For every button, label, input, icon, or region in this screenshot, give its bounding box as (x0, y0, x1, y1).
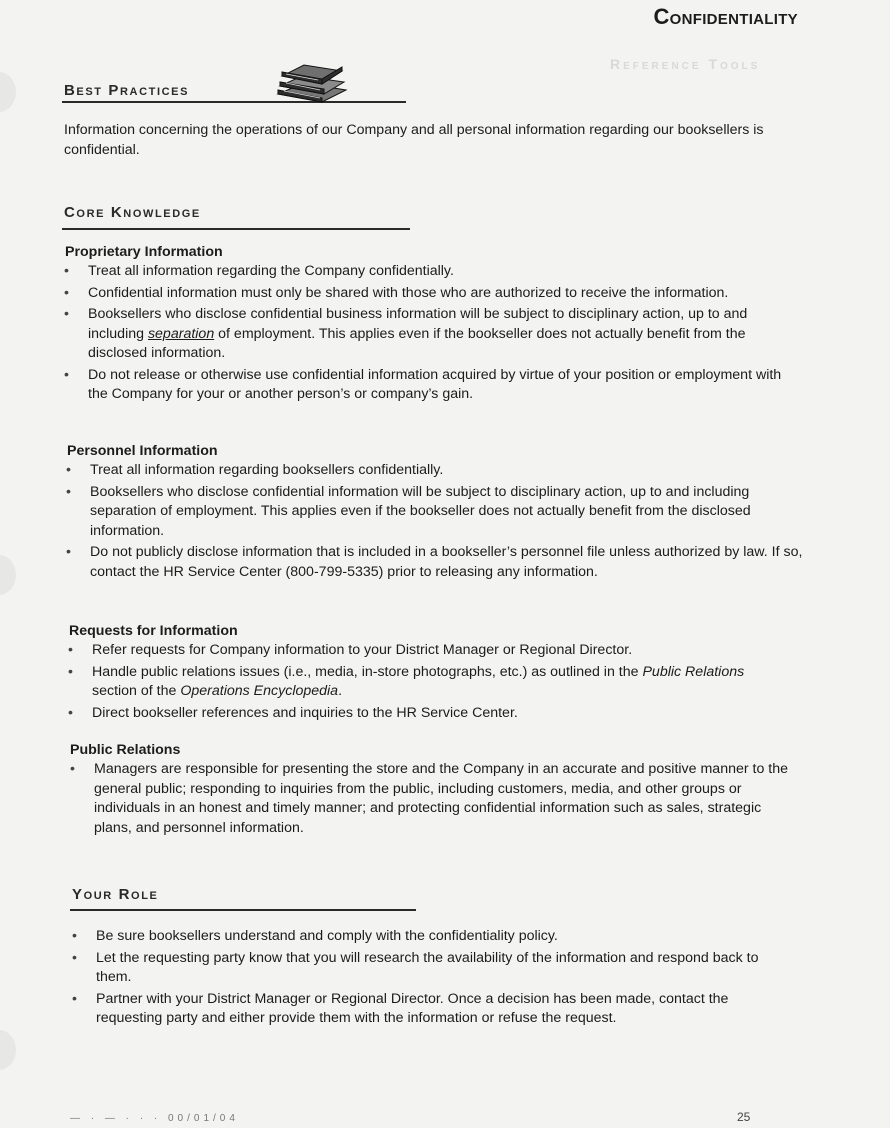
subheading-requests-for-information: Requests for Information (69, 623, 238, 639)
section-heading-best-practices: Best Practices (64, 82, 190, 99)
public-relations-list (70, 760, 800, 840)
section-heading-core-knowledge: Core Knowledge (64, 204, 201, 221)
subheading-proprietary-information: Proprietary Information (65, 244, 223, 260)
your-role-list (72, 927, 788, 1031)
list-item: • Treat all information regarding booksellers confidentially. (66, 461, 804, 481)
personnel-list (66, 461, 804, 584)
section-rule (62, 228, 410, 230)
list-item: • Treat all information regarding the Company confidentially. (64, 262, 784, 282)
punch-hole-top (0, 72, 16, 112)
list-item: • Managers are responsible for presenting the store and the Company in an accurate and positive manner to the general public; responding to inquiries from the public, including customers, media, and other groups or individuals in an honest and timely manner; and protecting confidential information such as sales, strategic plans, and personnel information. (70, 760, 800, 838)
punch-hole-middle (0, 555, 16, 595)
section-heading-your-role: Your Role (72, 886, 159, 903)
section-rule (62, 101, 406, 103)
list-item: • Handle public relations issues (i.e., media, in-store photographs, etc.) as outlined in the Public Relations section of the Operations Encyclopedia. (68, 663, 768, 702)
footer-text: — · — · · · 00/01/04 (70, 1113, 239, 1124)
list-item: • Do not release or otherwise use confidential information acquired by virtue of your position or employment with the Company for your or another person’s or company’s gain. (64, 366, 784, 405)
page-title: Confidentiality (653, 4, 798, 29)
list-item: • Be sure booksellers understand and comply with the confidentiality policy. (72, 927, 788, 947)
list-item: • Booksellers who disclose confidential information will be subject to disciplinary action, up to and including separation of employment. This applies even if the bookseller does not actually benefit from the disclosed information. (66, 483, 804, 542)
stack-of-books-icon (270, 56, 350, 106)
best-practices-text: Information concerning the operations of our Company and all personal information regarding our booksellers is confidential. (64, 122, 764, 158)
list-item: • Partner with your District Manager or Regional Director. Once a decision has been made, contact the requesting party and either provide them with the information or refuse the request. (72, 990, 788, 1029)
subheading-personnel-information: Personnel Information (67, 443, 218, 459)
proprietary-list (64, 262, 784, 407)
section-rule (70, 909, 416, 911)
list-item: • Direct bookseller references and inquiries to the HR Service Center. (68, 704, 768, 724)
subheading-public-relations: Public Relations (70, 742, 181, 758)
list-item: • Refer requests for Company information to your District Manager or Regional Director. (68, 641, 768, 661)
list-item: • Do not publicly disclose information that is included in a bookseller’s personnel file unless authorized by law. If so, contact the HR Service Center (800-799-5335) prior to releasing any information. (66, 543, 804, 582)
page-number: 25 (737, 1110, 751, 1124)
list-item: • Let the requesting party know that you will research the availability of the information and respond back to them. (72, 949, 788, 988)
separation-link: separation (147, 325, 215, 342)
bleed-through-text: Reference Tools (610, 56, 761, 72)
requests-list (68, 641, 768, 725)
punch-hole-bottom (0, 1030, 16, 1070)
list-item: • Booksellers who disclose confidential business information will be subject to disciplinary action, up to and including separation of employment. This applies even if the bookseller does not actually benefit from the disclosed information. (64, 305, 784, 364)
list-item: • Confidential information must only be shared with those who are authorized to receive the information. (64, 284, 784, 304)
